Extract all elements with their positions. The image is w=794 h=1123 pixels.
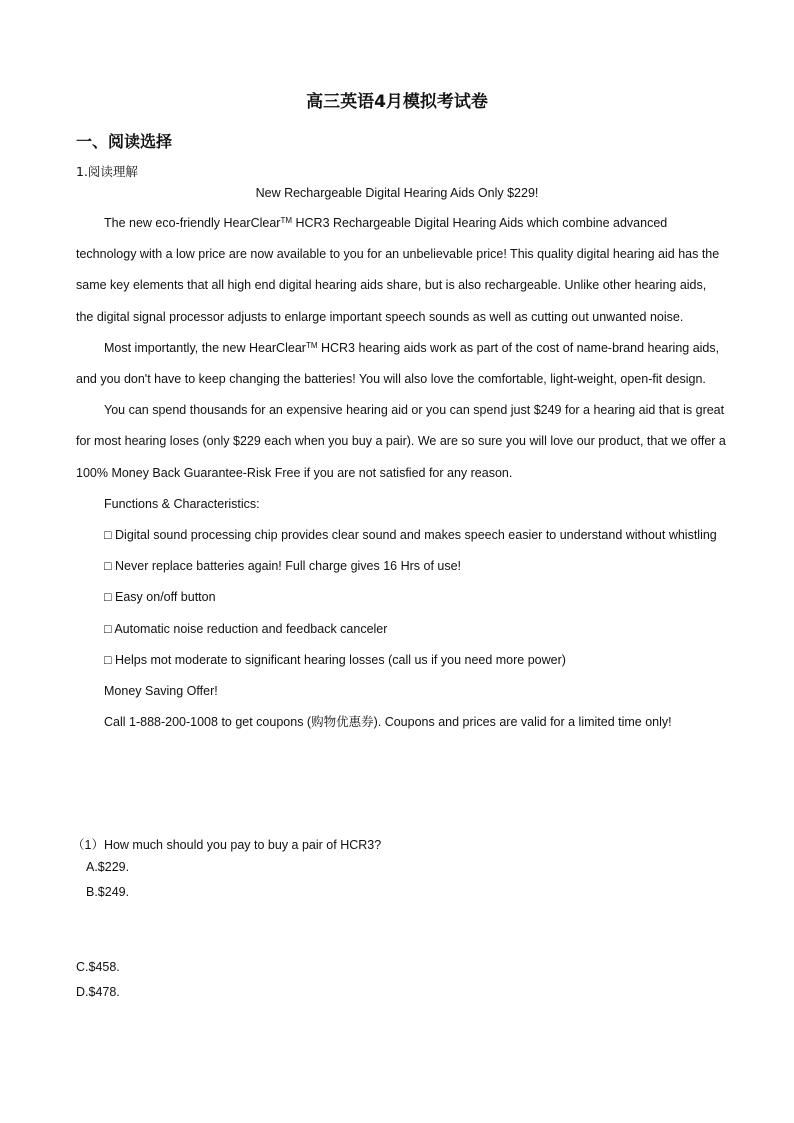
answer-option-d[interactable]: D.$478. <box>76 985 120 999</box>
section-heading: 一、阅读选择 <box>76 132 173 151</box>
trademark-mark: TM <box>305 340 318 350</box>
passage-title: New Rechargeable Digital Hearing Aids Only $229! <box>255 186 539 200</box>
feature-bullet: □ Easy on/off button <box>104 590 216 605</box>
answer-option-c[interactable]: C.$458. <box>76 960 120 974</box>
passage-paragraph: You can spend thousands for an expensive hearing aid or you can spend just $249 for a hearing aid that is great for most hearing loses (only $229 each when you buy a pair). We are so sure you will love our product, that we offer a 100% Money Back Guarantee-Risk Free if you are not satisfied for any reason. <box>76 403 726 480</box>
passage-paragraph: Most importantly, the new HearClear™ HCR3 hearing aids work as part of the cost of name-brand hearing aids, and you don't have to keep changing the batteries! You will also love the comfortable, light-weight, open-fit design. <box>76 340 720 387</box>
answer-option-a[interactable]: A.$229. <box>86 860 130 874</box>
passage-paragraph: The new eco-friendly HearClear™ HCR3 Rechargeable Digital Hearing Aids which combine advanced technology with a low price are now available to you for an unbelievable price! This quality digital hearing aid has the same key elements that all high end digital hearing aids share, but is also rechargeable. Unlike other hearing aids, the digital signal processor adjusts to enlarge important speech sounds as well as cutting out unwanted noise. <box>76 216 720 324</box>
trademark-mark: TM <box>280 216 293 225</box>
feature-bullet: □ Digital sound processing chip provides clear sound and makes speech easier to understand without whistling <box>104 528 717 543</box>
feature-bullet: □ Helps mot moderate to significant hearing losses (call us if you need more power) <box>104 652 566 667</box>
offer-heading: Money Saving Offer! <box>104 684 218 699</box>
page-title: 高三英语4月模拟考试卷 <box>306 92 488 112</box>
feature-bullet: □ Automatic noise reduction and feedback canceler <box>104 621 388 636</box>
functions-heading: Functions & Characteristics: <box>104 496 260 511</box>
feature-bullet: □ Never replace batteries again! Full charge gives 16 Hrs of use! <box>104 559 462 574</box>
answer-option-b[interactable]: B.$249. <box>86 885 130 899</box>
item-label: 1.阅读理解 <box>76 164 138 179</box>
offer-text: Call 1-888-200-1008 to get coupons (购物优惠券). Coupons and prices are valid for a limited time only! <box>104 715 672 730</box>
reading-passage <box>76 208 726 738</box>
question-stem: （1）How much should you pay to buy a pair of HCR3? <box>72 838 382 852</box>
